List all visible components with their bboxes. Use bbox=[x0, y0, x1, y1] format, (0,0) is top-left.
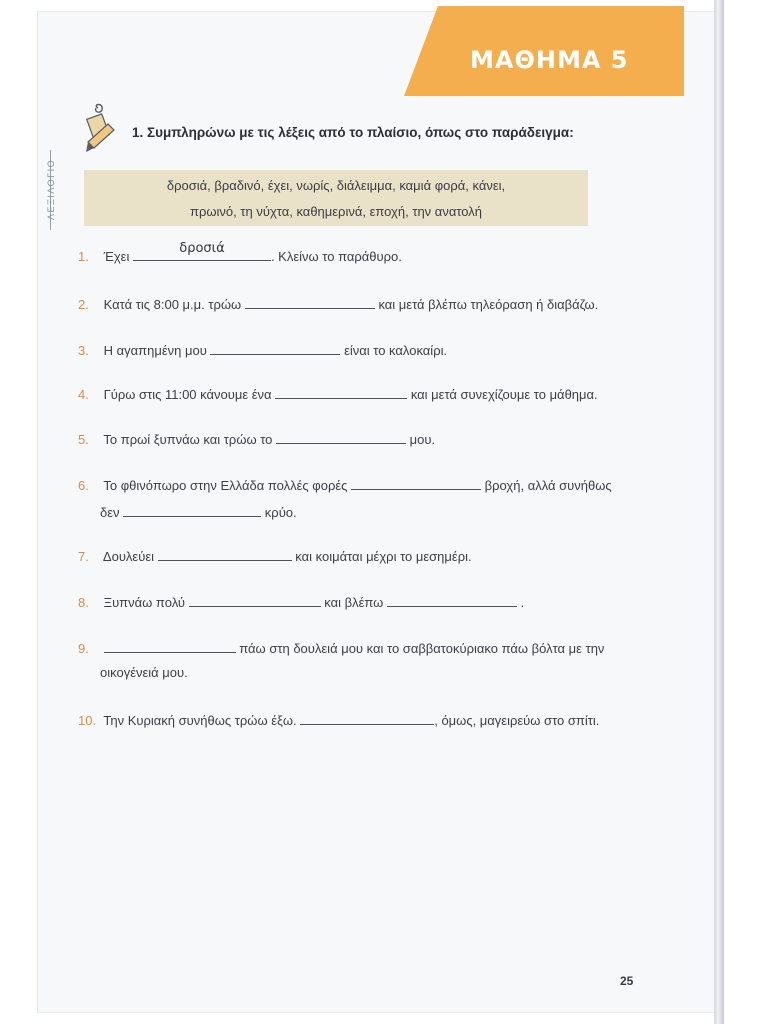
item-text-after: . bbox=[520, 595, 525, 610]
item-text-after: πάω στη δουλειά μου και το σαββατοκύριακο πάω βόλτα με την bbox=[239, 641, 605, 656]
answer-blank[interactable] bbox=[387, 592, 517, 607]
exercise-item-6-line-2 bbox=[78, 502, 675, 524]
answer-blank[interactable] bbox=[275, 384, 407, 399]
exercise-item-9-line-2 bbox=[78, 662, 675, 684]
answer-blank[interactable] bbox=[123, 502, 261, 517]
item-text-after: μου. bbox=[409, 432, 436, 447]
answer-blank[interactable] bbox=[276, 429, 406, 444]
item-number: 3. bbox=[78, 343, 89, 358]
word-box-line-2: πρωινό, τη νύχτα, καθημερινά, εποχή, την ανατολή bbox=[190, 204, 482, 219]
example-answer: δροσιά bbox=[179, 241, 225, 256]
exercise-title: 1. Συμπληρώνω με τις λέξεις από το πλαίσιο, όπως στο παράδειγμα: bbox=[132, 125, 574, 140]
item-number: 5. bbox=[78, 432, 89, 447]
page-edge bbox=[714, 0, 724, 1024]
item-number: 2. bbox=[78, 297, 89, 312]
item-text-after: κρύο. bbox=[264, 505, 297, 520]
item-text-before: Το φθινόπωρο στην Ελλάδα πολλές φορές bbox=[103, 478, 348, 493]
exercise-item-8 bbox=[78, 592, 653, 614]
item-text-after: , όμως, μαγειρεύω στο σπίτι. bbox=[434, 713, 600, 728]
exercise-item-7 bbox=[78, 546, 653, 568]
item-text-before: δεν bbox=[100, 505, 120, 520]
exercise-item-1 bbox=[78, 241, 653, 268]
item-text-before: Η αγαπημένη μου bbox=[103, 343, 207, 358]
answer-blank[interactable] bbox=[158, 546, 292, 561]
answer-blank[interactable] bbox=[133, 241, 271, 261]
item-text-before: Το πρωί ξυπνάω και τρώω το bbox=[103, 432, 273, 447]
pencil-icon bbox=[84, 102, 120, 162]
item-text-after: είναι το καλοκαίρι. bbox=[344, 343, 448, 358]
page-number: 25 bbox=[620, 974, 634, 988]
exercise-item-2 bbox=[78, 294, 653, 316]
item-text-before: Την Κυριακή συνήθως τρώω έξω. bbox=[103, 713, 297, 728]
item-number: 9. bbox=[78, 641, 89, 656]
answer-blank[interactable] bbox=[245, 294, 375, 309]
exercise-item-10 bbox=[78, 710, 653, 732]
item-text-before: Έχει bbox=[103, 249, 130, 264]
item-number: 1. bbox=[78, 249, 89, 264]
answer-blank[interactable] bbox=[300, 710, 434, 725]
answer-blank[interactable] bbox=[104, 638, 236, 653]
exercise-item-6 bbox=[78, 475, 653, 497]
item-text-before: Κατά τις 8:00 μ.μ. τρώω bbox=[103, 297, 242, 312]
item-text-after: βροχή, αλλά συνήθως bbox=[484, 478, 612, 493]
exercise-item-3 bbox=[78, 340, 653, 362]
side-label: ΛΕΞΙΛΟΓΙΟ bbox=[46, 158, 56, 220]
answer-blank[interactable] bbox=[210, 340, 340, 355]
item-text-before: Γύρω στις 11:00 κάνουμε ένα bbox=[103, 387, 272, 402]
item-number: 8. bbox=[78, 595, 89, 610]
item-text-after: . Κλείνω το παράθυρο. bbox=[270, 249, 402, 264]
item-text-before: Δουλεύει bbox=[102, 549, 155, 564]
exercise-item-5 bbox=[78, 429, 653, 451]
answer-blank[interactable] bbox=[189, 592, 321, 607]
item-text-after: και μετά βλέπω τηλεόραση ή διαβάζω. bbox=[378, 297, 599, 312]
item-text-after: και μετά συνεχίζουμε το μάθημα. bbox=[410, 387, 598, 402]
item-number: 10. bbox=[78, 713, 97, 728]
lesson-title: ΜΑΘΗΜΑ 5 bbox=[470, 46, 629, 74]
item-text-before: Ξυπνάω πολύ bbox=[103, 595, 185, 610]
item-text-middle: και βλέπω bbox=[324, 595, 384, 610]
answer-blank[interactable] bbox=[351, 475, 481, 490]
word-box bbox=[84, 170, 588, 226]
exercise-item-4 bbox=[78, 384, 653, 406]
item-number: 6. bbox=[78, 478, 89, 493]
item-number: 7. bbox=[78, 549, 89, 564]
item-text-continuation: οικογένειά μου. bbox=[100, 665, 188, 680]
word-box-line-1: δροσιά, βραδινό, έχει, νωρίς, διάλειμμα, καμιά φορά, κάνει, bbox=[166, 178, 506, 193]
item-text-after: και κοιμάται μέχρι το μεσημέρι. bbox=[295, 549, 472, 564]
item-number: 4. bbox=[78, 387, 89, 402]
exercise-item-9 bbox=[78, 638, 653, 660]
